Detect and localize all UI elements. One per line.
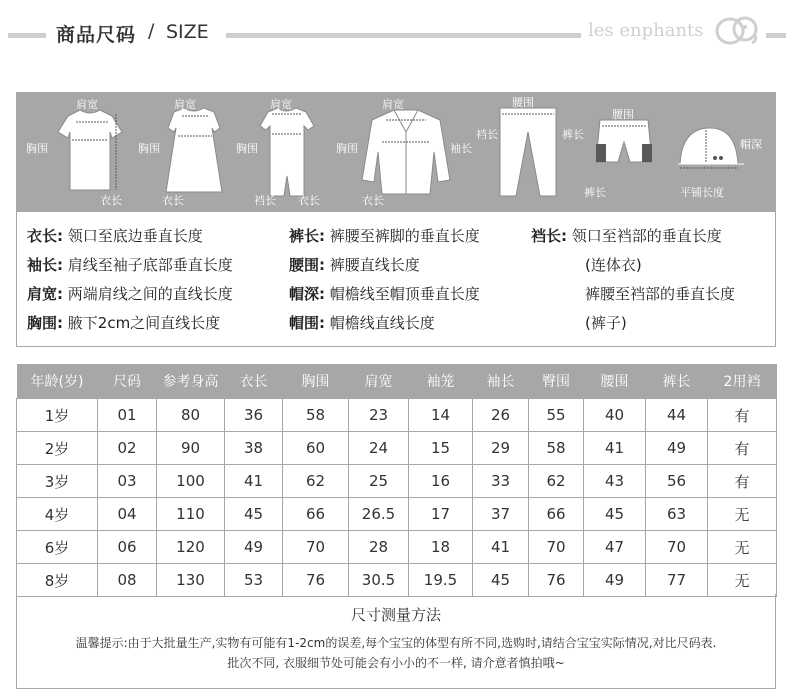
- label-tshirt-length: 衣长: [100, 194, 122, 207]
- column-header: 腰围: [584, 364, 646, 399]
- table-cell: 28: [349, 531, 409, 564]
- table-cell: 41: [473, 531, 529, 564]
- table-row: [17, 432, 777, 465]
- table-cell: 23: [349, 399, 409, 432]
- table-cell: 6岁: [17, 531, 98, 564]
- table-cell: 49: [646, 432, 708, 465]
- column-header: 袖笼: [409, 364, 473, 399]
- table-cell: 30.5: [349, 564, 409, 597]
- definition-item: 胸围: 腋下2cm之间直线长度: [27, 314, 221, 332]
- label-tshirt-chest: 胸围: [26, 142, 48, 155]
- table-cell: 55: [529, 399, 584, 432]
- column-header: 年龄(岁): [17, 364, 98, 399]
- table-row: [17, 399, 777, 432]
- label-shorts-waist: 腰围: [612, 108, 634, 121]
- table-cell: 有: [708, 465, 777, 498]
- table-cell: 66: [283, 498, 349, 531]
- table-cell: 56: [646, 465, 708, 498]
- table-cell: 1岁: [17, 399, 98, 432]
- table-cell: 90: [157, 432, 225, 465]
- column-header: 肩宽: [349, 364, 409, 399]
- table-cell: 无: [708, 498, 777, 531]
- table-cell: 70: [529, 531, 584, 564]
- table-cell: 19.5: [409, 564, 473, 597]
- table-cell: 49: [584, 564, 646, 597]
- label-dress-length: 衣长: [162, 194, 184, 207]
- measurement-diagram: [16, 92, 776, 212]
- table-cell: 14: [409, 399, 473, 432]
- table-cell: 26: [473, 399, 529, 432]
- romper-icon: [260, 108, 314, 196]
- column-header: 参考身高: [157, 364, 225, 399]
- definition-note: 裤腰至裆部的垂直长度: [585, 285, 736, 303]
- column-header: 裤长: [646, 364, 708, 399]
- table-cell: 70: [283, 531, 349, 564]
- table-cell: 3岁: [17, 465, 98, 498]
- definition-item: 裤长: 裤腰至裤脚的垂直长度: [289, 227, 480, 245]
- definition-item: 帽围: 帽檐线直线长度: [289, 314, 435, 332]
- table-cell: 66: [529, 498, 584, 531]
- column-header: 臀围: [529, 364, 584, 399]
- page-subtitle: SIZE: [166, 21, 209, 43]
- label-jacket-sleeve: 袖长: [450, 142, 472, 155]
- table-cell: 80: [157, 399, 225, 432]
- table-cell: 130: [157, 564, 225, 597]
- table-cell: 49: [225, 531, 283, 564]
- label-hat-flat-length: 平铺长度: [680, 186, 724, 199]
- table-cell: 2岁: [17, 432, 98, 465]
- table-cell: 43: [584, 465, 646, 498]
- table-cell: 120: [157, 531, 225, 564]
- table-cell: 36: [225, 399, 283, 432]
- table-row: [17, 465, 777, 498]
- label-pants-waist: 腰围: [512, 96, 534, 109]
- table-cell: 29: [473, 432, 529, 465]
- table-cell: 15: [409, 432, 473, 465]
- table-cell: 04: [98, 498, 157, 531]
- table-cell: 100: [157, 465, 225, 498]
- table-cell: 18: [409, 531, 473, 564]
- hat-icon: [680, 128, 738, 164]
- table-row: [17, 498, 777, 531]
- table-cell: 16: [409, 465, 473, 498]
- table-cell: 40: [584, 399, 646, 432]
- label-romper-length: 衣长: [298, 194, 320, 207]
- table-cell: 44: [646, 399, 708, 432]
- label-romper-crotch: 裆长: [254, 194, 276, 207]
- label-pants-crotch: 裆长: [476, 128, 498, 141]
- definition-note: (连体衣): [585, 256, 642, 274]
- table-cell: 62: [529, 465, 584, 498]
- table-cell: 24: [349, 432, 409, 465]
- definition-item: 帽深: 帽檐线至帽顶垂直长度: [289, 285, 480, 303]
- table-row: [17, 531, 777, 564]
- table-cell: 76: [283, 564, 349, 597]
- table-cell: 8岁: [17, 564, 98, 597]
- table-cell: 26.5: [349, 498, 409, 531]
- header-rule-middle: [226, 33, 581, 38]
- label-romper-chest: 胸围: [236, 142, 258, 155]
- header-rule-right: [766, 33, 786, 38]
- brand-name: les enphants: [588, 20, 704, 41]
- table-cell: 4岁: [17, 498, 98, 531]
- label-dress-chest: 胸围: [138, 142, 160, 155]
- label-jacket-chest: 胸围: [336, 142, 358, 155]
- table-cell: 有: [708, 399, 777, 432]
- label-shorts-length: 裤长: [584, 186, 606, 199]
- label-romper-shoulder: 肩宽: [270, 98, 292, 111]
- table-cell: 63: [646, 498, 708, 531]
- table-cell: 47: [584, 531, 646, 564]
- table-header-row: [17, 364, 777, 399]
- table-cell: 41: [584, 432, 646, 465]
- label-jacket-length: 衣长: [362, 194, 384, 207]
- label-dress-shoulder: 肩宽: [174, 98, 196, 111]
- definition-item: 袖长: 肩线至袖子底部垂直长度: [27, 256, 233, 274]
- table-cell: 08: [98, 564, 157, 597]
- table-cell: 76: [529, 564, 584, 597]
- label-jacket-shoulder: 肩宽: [382, 98, 404, 111]
- definition-item: 肩宽: 两端肩线之间的直线长度: [27, 285, 233, 303]
- table-cell: 110: [157, 498, 225, 531]
- pants-icon: [500, 108, 556, 196]
- page-title: 商品尺码: [56, 24, 137, 46]
- header-rule-left: [8, 33, 46, 38]
- table-cell: 77: [646, 564, 708, 597]
- table-cell: 17: [409, 498, 473, 531]
- table-cell: 58: [529, 432, 584, 465]
- table-cell: 60: [283, 432, 349, 465]
- label-tshirt-shoulder: 肩宽: [76, 98, 98, 111]
- table-row: [17, 564, 777, 597]
- column-header: 胸围: [283, 364, 349, 399]
- table-cell: 53: [225, 564, 283, 597]
- table-cell: 62: [283, 465, 349, 498]
- column-header: 尺码: [98, 364, 157, 399]
- footer-note-1: 温馨提示:由于大批量生产,实物有可能有1-2cm的误差,每个宝宝的体型有所不同,选购时,请结合宝宝实际情况,对比尺码表.: [75, 636, 717, 650]
- table-cell: 41: [225, 465, 283, 498]
- table-cell: 33: [473, 465, 529, 498]
- table-cell: 25: [349, 465, 409, 498]
- dress-icon: [166, 108, 222, 192]
- title-separator: /: [148, 20, 155, 42]
- column-header: 衣长: [225, 364, 283, 399]
- footer-title: 尺寸测量方法: [350, 606, 441, 624]
- definition-note: (裤子): [585, 314, 627, 332]
- column-header: 袖长: [473, 364, 529, 399]
- table-cell: 70: [646, 531, 708, 564]
- size-table: [16, 364, 777, 597]
- table-cell: 03: [98, 465, 157, 498]
- footer-notes: [16, 594, 776, 689]
- table-cell: 37: [473, 498, 529, 531]
- table-cell: 02: [98, 432, 157, 465]
- label-hat-depth: 帽深: [740, 138, 762, 151]
- column-header: 2用裆: [708, 364, 777, 399]
- label-pants-length: 裤长: [562, 128, 584, 141]
- footer-note-2: 批次不同, 衣服细节处可能会有小小的不一样, 请介意者慎拍哦~: [227, 656, 565, 670]
- table-cell: 45: [584, 498, 646, 531]
- table-cell: 45: [473, 564, 529, 597]
- table-cell: 无: [708, 531, 777, 564]
- table-cell: 38: [225, 432, 283, 465]
- table-cell: 无: [708, 564, 777, 597]
- table-cell: 01: [98, 399, 157, 432]
- table-cell: 有: [708, 432, 777, 465]
- measurement-definitions: [16, 212, 776, 347]
- table-cell: 58: [283, 399, 349, 432]
- table-cell: 45: [225, 498, 283, 531]
- definition-item: 裆长: 领口至裆部的垂直长度: [531, 227, 722, 245]
- definition-item: 腰围: 裤腰直线长度: [289, 256, 420, 274]
- definition-item: 衣长: 领口至底边垂直长度: [27, 227, 203, 245]
- table-cell: 06: [98, 531, 157, 564]
- elephant-logo-icon: [714, 14, 760, 46]
